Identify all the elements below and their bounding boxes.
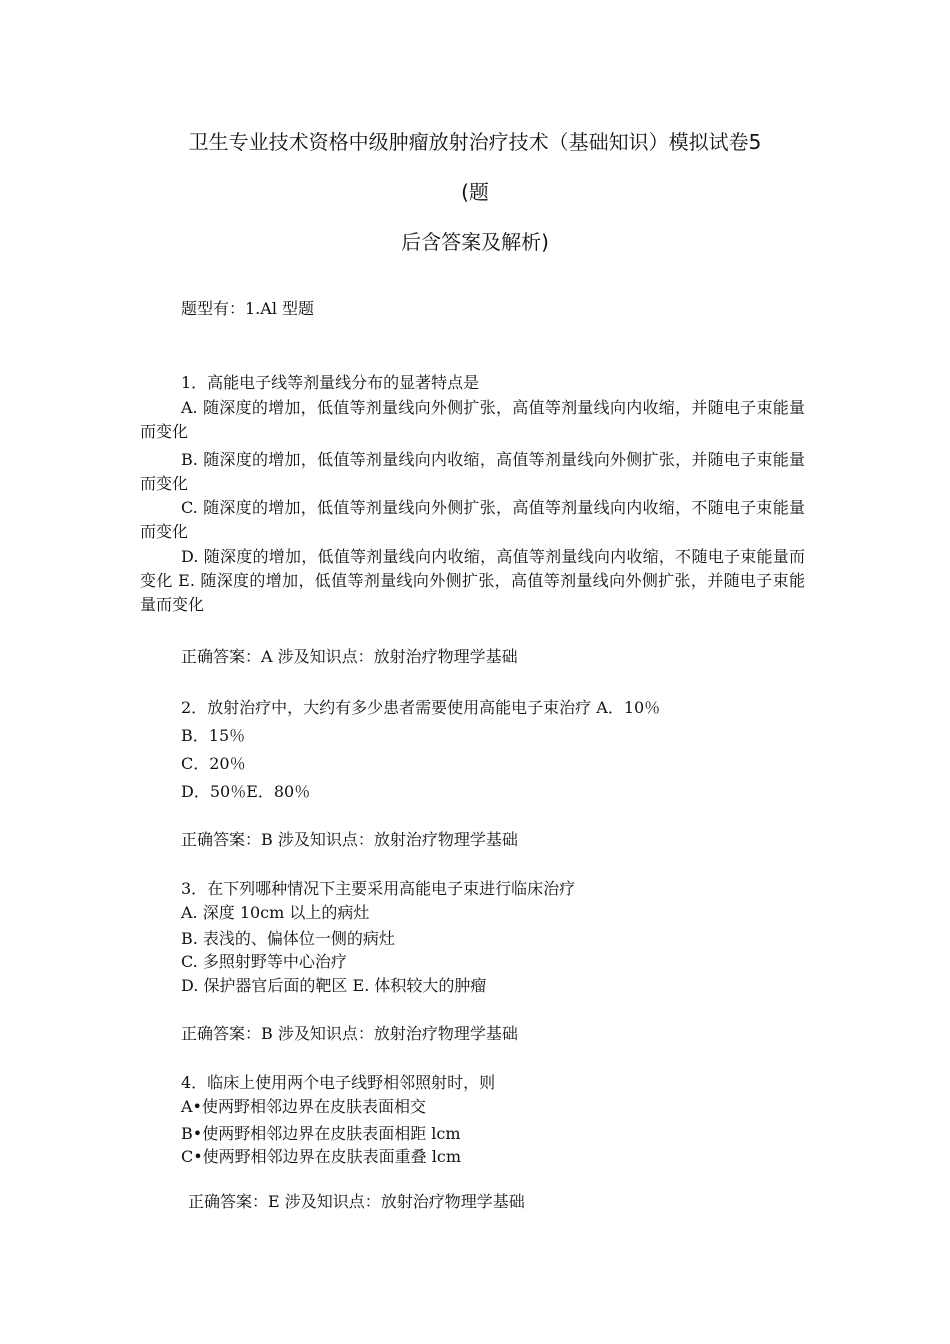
question-3-stem: 3．在下列哪种情况下主要采用高能电子束进行临床治疗 [181, 879, 576, 898]
question-1-option-b: B. 随深度的增加，低值等剂量线向内收缩，高值等剂量线向外侧扩张，并随电子束能量而变化 [140, 450, 805, 493]
question-4-option-b: B•使两野相邻边界在皮肤表面相距 lcm [181, 1124, 461, 1143]
question-1-option-a: A. 随深度的增加，低值等剂量线向外侧扩张，高值等剂量线向内收缩，并随电子束能量而变化 [140, 398, 805, 441]
question-1-stem: 1．高能电子线等剂量线分布的显著特点是 [181, 373, 480, 392]
document-title-line-3: 后含答案及解析) [401, 230, 549, 254]
question-2-option-d-e: D．50％E．80％ [181, 782, 311, 801]
question-2-stem: 2．放射治疗中，大约有多少患者需要使用高能电子束治疗 A．10％ [181, 698, 661, 717]
document-title-line-2: (题 [461, 180, 489, 204]
question-1-option-c: C. 随深度的增加，低值等剂量线向外侧扩张，高值等剂量线向内收缩，不随电子束能量而变化 [140, 498, 805, 541]
question-4-option-a: A•使两野相邻边界在皮肤表面相交 [181, 1097, 426, 1116]
question-3-option-a: A. 深度 10cm 以上的病灶 [181, 903, 370, 922]
question-4-answer: 正确答案：E 涉及知识点：放射治疗物理学基础 [188, 1192, 525, 1211]
question-4-option-c: C•使两野相邻边界在皮肤表面重叠 lcm [181, 1147, 462, 1166]
question-3-answer: 正确答案：B 涉及知识点：放射治疗物理学基础 [181, 1024, 518, 1043]
question-2-answer: 正确答案：B 涉及知识点：放射治疗物理学基础 [181, 830, 518, 849]
question-2-option-b: B．15％ [181, 726, 246, 745]
question-3-option-b: B. 表浅的、偏体位一侧的病灶 [181, 929, 395, 948]
question-type: 题型有：1.Al 型题 [181, 299, 315, 318]
question-3-option-c: C. 多照射野等中心治疗 [181, 952, 347, 971]
question-1-option-d-e: D. 随深度的增加，低值等剂量线向内收缩，高值等剂量线向内收缩，不随电子束能量而变化 E. 随深度的增加，低值等剂量线向外侧扩张，高值等剂量线向外侧扩张，并随电子束能量而变化 [140, 547, 805, 614]
question-4-stem: 4．临床上使用两个电子线野相邻照射时，则 [181, 1073, 496, 1092]
document-title-line-1: 卫生专业技术资格中级肿瘤放射治疗技术（基础知识）模拟试卷5 [188, 130, 762, 154]
question-1-answer: 正确答案：A 涉及知识点：放射治疗物理学基础 [181, 647, 518, 666]
question-2-option-c: C．20％ [181, 754, 246, 773]
question-3-option-d-e: D. 保护器官后面的靶区 E. 体积较大的肿瘤 [181, 976, 487, 995]
